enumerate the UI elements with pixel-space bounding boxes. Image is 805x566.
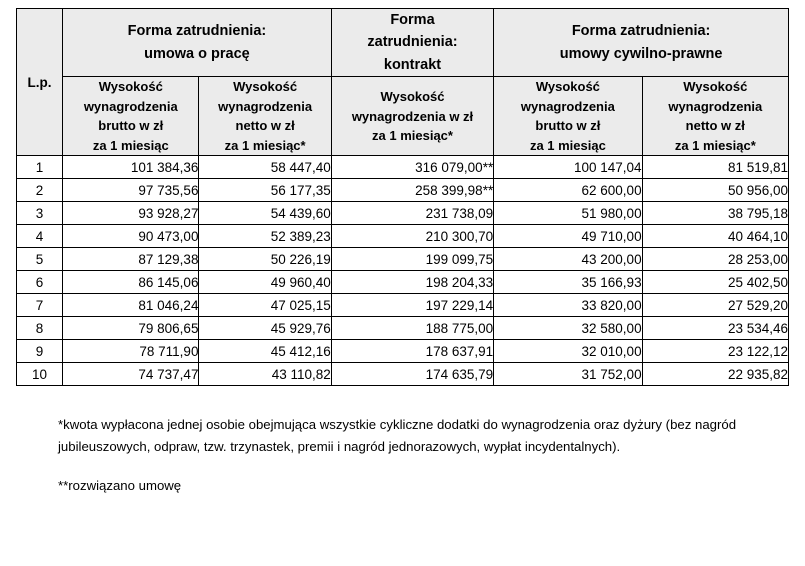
cell-lp: 2 bbox=[17, 179, 63, 202]
cell-brutto-cywilno: 62 600,00 bbox=[494, 179, 642, 202]
header-sub-netto-cywilno bbox=[642, 77, 788, 156]
cell-lp: 9 bbox=[17, 340, 63, 363]
cell-netto-cywilno: 38 795,18 bbox=[642, 202, 788, 225]
cell-brutto-umowa: 97 735,56 bbox=[63, 179, 199, 202]
header-group-kontrakt bbox=[331, 9, 493, 77]
cell-brutto-umowa: 81 046,24 bbox=[63, 294, 199, 317]
table-header bbox=[17, 9, 789, 156]
cell-netto-umowa: 50 226,19 bbox=[199, 248, 331, 271]
cell-brutto-cywilno: 35 166,93 bbox=[494, 271, 642, 294]
cell-lp: 1 bbox=[17, 156, 63, 179]
cell-netto-umowa: 45 412,16 bbox=[199, 340, 331, 363]
cell-lp: 5 bbox=[17, 248, 63, 271]
cell-brutto-cywilno: 32 010,00 bbox=[494, 340, 642, 363]
footnote-single-asterisk: *kwota wypłacona jednej osobie obejmująca wszystkie cykliczne dodatki do wynagrodzenia oraz dyżury (bez nagród jubileuszowych, odpraw, tzw. trzynastek, premii i nagród jednorazowych, wypłat incydentalnych). bbox=[58, 417, 737, 454]
table-row bbox=[17, 179, 789, 202]
cell-netto-cywilno: 28 253,00 bbox=[642, 248, 788, 271]
table-header-group-row bbox=[17, 9, 789, 77]
header-lp: L.p. bbox=[17, 9, 63, 156]
cell-brutto-umowa: 101 384,36 bbox=[63, 156, 199, 179]
cell-netto-umowa: 47 025,15 bbox=[199, 294, 331, 317]
header-group-umowa-o-prace-line2: umowa o pracę bbox=[144, 45, 250, 62]
cell-brutto-cywilno: 51 980,00 bbox=[494, 202, 642, 225]
header-sub-kontrakt-line2: wynagrodzenia w zł bbox=[351, 108, 474, 124]
header-group-umowa-o-prace-line1: Forma zatrudnienia: bbox=[127, 23, 267, 40]
header-sub-netto-umowa-line4: za 1 miesiąc* bbox=[224, 137, 306, 153]
cell-lp: 3 bbox=[17, 202, 63, 225]
cell-netto-cywilno: 22 935,82 bbox=[642, 363, 788, 386]
table-row bbox=[17, 156, 789, 179]
cell-netto-umowa: 49 960,40 bbox=[199, 271, 331, 294]
header-sub-brutto-cywilno-line4: za 1 miesiąc bbox=[529, 137, 606, 153]
footnotes bbox=[16, 414, 789, 496]
cell-kontrakt: 178 637,91 bbox=[331, 340, 493, 363]
header-sub-netto-umowa-line2: wynagrodzenia bbox=[218, 98, 313, 114]
cell-netto-cywilno: 25 402,50 bbox=[642, 271, 788, 294]
cell-brutto-umowa: 74 737,47 bbox=[63, 363, 199, 386]
header-sub-brutto-cywilno-line2: wynagrodzenia bbox=[520, 98, 615, 114]
header-sub-brutto-cywilno bbox=[494, 77, 642, 156]
cell-kontrakt: 188 775,00 bbox=[331, 317, 493, 340]
header-sub-brutto-umowa-line2: wynagrodzenia bbox=[83, 98, 178, 114]
header-group-umowy-cywilno-prawne-line2: umowy cywilno-prawne bbox=[559, 45, 723, 62]
cell-netto-cywilno: 81 519,81 bbox=[642, 156, 788, 179]
footnote-double-asterisk: **rozwiązano umowę bbox=[58, 478, 182, 494]
header-group-kontrakt-line2: zatrudnienia: bbox=[367, 34, 458, 51]
salary-table bbox=[16, 8, 789, 386]
header-sub-netto-umowa-line1: Wysokość bbox=[233, 79, 298, 95]
header-sub-netto-umowa-line3: netto w zł bbox=[235, 118, 295, 134]
cell-brutto-cywilno: 31 752,00 bbox=[494, 363, 642, 386]
cell-netto-cywilno: 23 122,12 bbox=[642, 340, 788, 363]
header-sub-kontrakt-line3: za 1 miesiąc* bbox=[372, 128, 453, 144]
cell-netto-umowa: 45 929,76 bbox=[199, 317, 331, 340]
table-row bbox=[17, 248, 789, 271]
cell-brutto-cywilno: 33 820,00 bbox=[494, 294, 642, 317]
cell-brutto-umowa: 87 129,38 bbox=[63, 248, 199, 271]
cell-brutto-umowa: 86 145,06 bbox=[63, 271, 199, 294]
header-sub-brutto-cywilno-line1: Wysokość bbox=[535, 79, 600, 95]
header-sub-brutto-umowa bbox=[63, 77, 199, 156]
cell-kontrakt: 197 229,14 bbox=[331, 294, 493, 317]
cell-kontrakt: 199 099,75 bbox=[331, 248, 493, 271]
header-sub-netto-cywilno-line3: netto w zł bbox=[685, 118, 745, 134]
cell-lp: 7 bbox=[17, 294, 63, 317]
header-group-umowy-cywilno-prawne bbox=[494, 9, 789, 77]
cell-netto-cywilno: 23 534,46 bbox=[642, 317, 788, 340]
cell-kontrakt: 174 635,79 bbox=[331, 363, 493, 386]
cell-netto-umowa: 54 439,60 bbox=[199, 202, 331, 225]
table-body bbox=[17, 156, 789, 386]
header-sub-kontrakt bbox=[331, 77, 493, 156]
header-sub-brutto-umowa-line3: brutto w zł bbox=[98, 118, 164, 134]
cell-brutto-cywilno: 32 580,00 bbox=[494, 317, 642, 340]
table-row bbox=[17, 317, 789, 340]
cell-netto-umowa: 43 110,82 bbox=[199, 363, 331, 386]
cell-lp: 10 bbox=[17, 363, 63, 386]
header-group-umowy-cywilno-prawne-line1: Forma zatrudnienia: bbox=[571, 23, 711, 40]
cell-kontrakt: 198 204,33 bbox=[331, 271, 493, 294]
cell-lp: 4 bbox=[17, 225, 63, 248]
header-sub-brutto-umowa-line1: Wysokość bbox=[98, 79, 163, 95]
header-sub-netto-umowa bbox=[199, 77, 331, 156]
cell-lp: 8 bbox=[17, 317, 63, 340]
header-group-kontrakt-line1: Forma bbox=[390, 12, 435, 28]
cell-lp: 6 bbox=[17, 271, 63, 294]
cell-netto-umowa: 52 389,23 bbox=[199, 225, 331, 248]
cell-netto-cywilno: 27 529,20 bbox=[642, 294, 788, 317]
cell-brutto-cywilno: 100 147,04 bbox=[494, 156, 642, 179]
cell-brutto-umowa: 93 928,27 bbox=[63, 202, 199, 225]
header-sub-kontrakt-line1: Wysokość bbox=[380, 89, 445, 105]
cell-brutto-cywilno: 43 200,00 bbox=[494, 248, 642, 271]
cell-brutto-umowa: 78 711,90 bbox=[63, 340, 199, 363]
cell-brutto-umowa: 90 473,00 bbox=[63, 225, 199, 248]
cell-netto-cywilno: 40 464,10 bbox=[642, 225, 788, 248]
header-sub-netto-cywilno-line2: wynagrodzenia bbox=[668, 98, 763, 114]
cell-brutto-umowa: 79 806,65 bbox=[63, 317, 199, 340]
table-header-sub-row bbox=[17, 77, 789, 156]
table-row bbox=[17, 271, 789, 294]
table-row bbox=[17, 225, 789, 248]
cell-kontrakt: 258 399,98** bbox=[331, 179, 493, 202]
table-row bbox=[17, 340, 789, 363]
header-sub-netto-cywilno-line4: za 1 miesiąc* bbox=[674, 137, 756, 153]
table-row bbox=[17, 294, 789, 317]
cell-brutto-cywilno: 49 710,00 bbox=[494, 225, 642, 248]
cell-netto-umowa: 56 177,35 bbox=[199, 179, 331, 202]
header-group-umowa-o-prace bbox=[63, 9, 332, 77]
cell-kontrakt: 210 300,70 bbox=[331, 225, 493, 248]
cell-kontrakt: 316 079,00** bbox=[331, 156, 493, 179]
cell-netto-cywilno: 50 956,00 bbox=[642, 179, 788, 202]
header-sub-netto-cywilno-line1: Wysokość bbox=[683, 79, 748, 95]
table-row bbox=[17, 363, 789, 386]
header-sub-brutto-umowa-line4: za 1 miesiąc bbox=[92, 137, 169, 153]
cell-netto-umowa: 58 447,40 bbox=[199, 156, 331, 179]
header-sub-brutto-cywilno-line3: brutto w zł bbox=[535, 118, 601, 134]
table-row bbox=[17, 202, 789, 225]
cell-kontrakt: 231 738,09 bbox=[331, 202, 493, 225]
header-group-kontrakt-line3: kontrakt bbox=[383, 56, 442, 73]
